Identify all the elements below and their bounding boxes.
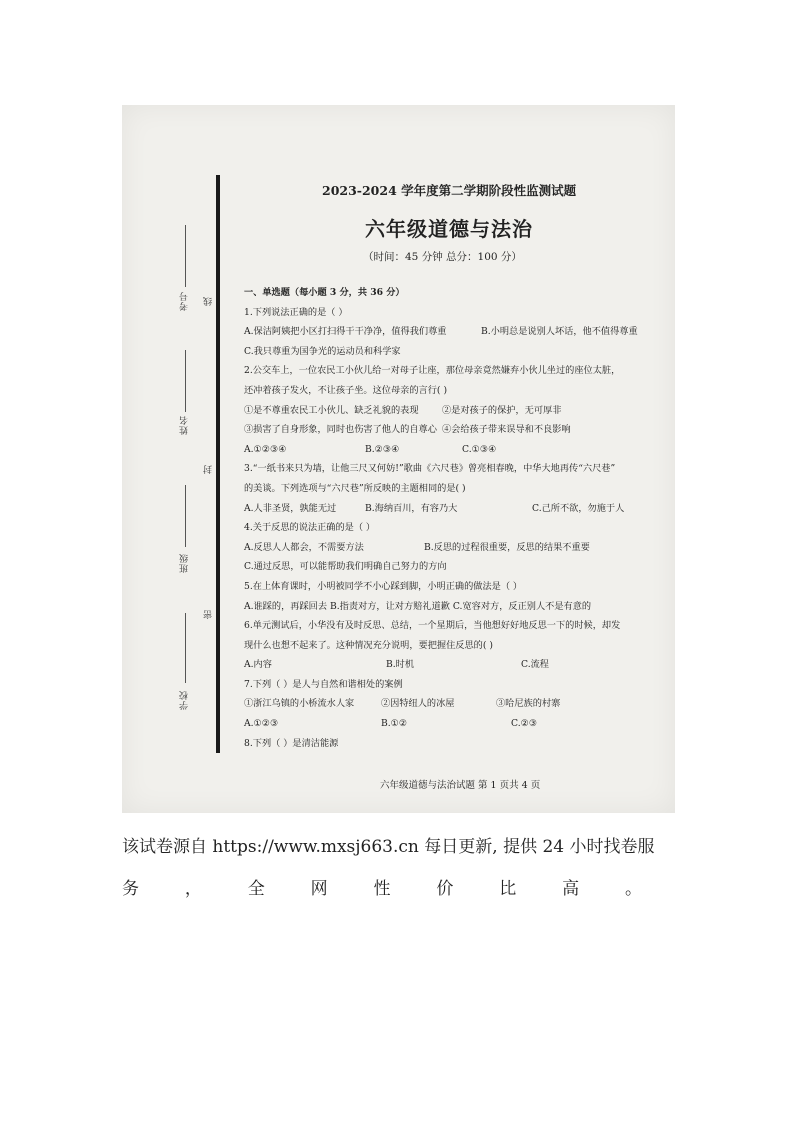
option-c: C.我只尊重为国争光的运动员和科学家 bbox=[244, 345, 401, 357]
option-c: C.流程 bbox=[521, 659, 549, 671]
statement-2: ②是对孩子的保护，无可厚非 bbox=[442, 404, 562, 416]
caption-char: 。 bbox=[625, 879, 642, 899]
question-3-line-1: 3.“一纸书来只为墙，让他三尺又何妨!”歌曲《六尺巷》曾亮相春晚，中华大地再传“六尺巷” bbox=[244, 463, 616, 475]
option-b: B.②③④ bbox=[365, 443, 400, 455]
source-caption-line-1: 该试卷源自 https://www.mxsj663.cn 每日更新, 提供 24 小时找卷服 bbox=[122, 837, 655, 857]
binding-label-xuexiao: 学校 bbox=[180, 690, 190, 710]
option-a: A.内容 bbox=[244, 659, 272, 671]
option-b: B.时机 bbox=[386, 659, 415, 671]
question-3-options bbox=[244, 499, 664, 519]
caption-char: ， bbox=[184, 879, 202, 899]
binding-mark-feng: 封 bbox=[204, 465, 214, 474]
option-c: C.①③④ bbox=[462, 443, 497, 455]
binding-mark-xian: 线 bbox=[204, 297, 214, 306]
exam-subject: 六年级道德与法治 bbox=[365, 217, 533, 241]
question-6-line-1: 6.单元测试后，小华没有及时反思、总结，一个星期后，当他想好好地反思一下的时候，却发 bbox=[244, 620, 621, 632]
page-footer: 六年级道德与法治试题 第 1 页共 4 页 bbox=[380, 780, 541, 791]
option-b: B.海纳百川，有容乃大 bbox=[365, 502, 458, 514]
banji-blank bbox=[185, 485, 186, 547]
binding-label-banji: 班级 bbox=[180, 553, 190, 573]
caption-char: 比 bbox=[499, 879, 517, 899]
option-a: A.①②③④ bbox=[244, 443, 287, 455]
question-1: 1.下列说法正确的是（ ） bbox=[244, 306, 348, 318]
kaohao-blank bbox=[185, 225, 186, 287]
question-2-line-2: 还冲着孩子发火，不让孩子坐。这位母亲的言行( ) bbox=[244, 384, 448, 396]
question-5-options: A.谁踩的，再踩回去 B.指责对方，让对方赔礼道歉 C.宽容对方，反正别人不是有意的 bbox=[244, 600, 592, 612]
question-4-options bbox=[244, 538, 664, 558]
binding-mark-mi: 密 bbox=[204, 610, 214, 619]
statement-3: ③损害了自身形象，同时也伤害了他人的自尊心 bbox=[244, 424, 437, 436]
section-heading: 一、单选题（每小题 3 分，共 36 分） bbox=[244, 287, 405, 298]
caption-char: 性 bbox=[373, 879, 391, 899]
question-list bbox=[244, 283, 664, 753]
option-a: A.保洁阿姨把小区打扫得干干净净，值得我们尊重 bbox=[244, 326, 447, 338]
question-2-statements-2 bbox=[244, 420, 664, 440]
option-c: C.己所不欲，勿施于人 bbox=[532, 502, 625, 514]
option-a: A.人非圣贤，孰能无过 bbox=[244, 502, 337, 514]
question-1-options bbox=[244, 322, 664, 342]
caption-char: 网 bbox=[310, 879, 328, 899]
question-6-options bbox=[244, 655, 664, 675]
caption-char: 全 bbox=[247, 879, 265, 899]
question-2-options bbox=[244, 440, 664, 460]
statement-2: ②因特纽人的冰屋 bbox=[381, 698, 455, 710]
caption-char: 高 bbox=[562, 879, 580, 899]
xuexiao-blank bbox=[185, 613, 186, 683]
option-b: B.①② bbox=[381, 718, 408, 730]
question-3-line-2: 的美谈。下列选项与“六尺巷”所反映的主题相同的是( ) bbox=[244, 482, 466, 494]
option-b: B.小明总是说别人坏话，他不值得尊重 bbox=[481, 326, 638, 338]
question-7: 7.下列（ ）是人与自然和谐相处的案例 bbox=[244, 678, 403, 690]
caption-char: 务 bbox=[122, 879, 139, 899]
option-c: C.②③ bbox=[511, 718, 538, 730]
question-4: 4.关于反思的说法正确的是（ ） bbox=[244, 522, 376, 534]
xingming-blank bbox=[185, 350, 186, 412]
question-2-statements-1 bbox=[244, 401, 664, 421]
binding-line bbox=[216, 175, 220, 753]
source-caption-line-2 bbox=[122, 874, 642, 899]
question-5: 5.在上体育课时，小明被同学不小心踩到脚，小明正确的做法是（ ） bbox=[244, 580, 523, 592]
option-a: A.①②③ bbox=[244, 718, 279, 730]
question-7-options bbox=[244, 714, 664, 734]
binding-label-kaohao: 考号 bbox=[180, 291, 190, 311]
option-b: B.反思的过程很重要，反思的结果不重要 bbox=[424, 541, 590, 553]
statement-1: ①是不尊重农民工小伙儿、缺乏礼貌的表现 bbox=[244, 404, 419, 416]
statement-1: ①浙江乌镇的小桥流水人家 bbox=[244, 698, 355, 710]
exam-title: 2023-2024 学年度第二学期阶段性监测试题 bbox=[322, 183, 577, 198]
question-2-line-1: 2.公交车上，一位农民工小伙儿给一对母子让座，那位母亲竟然嫌弃小伙儿坐过的座位太脏， bbox=[244, 365, 621, 377]
question-8: 8.下列（ ）是清洁能源 bbox=[244, 737, 339, 749]
question-6-line-2: 现什么也想不起来了。这种情况充分说明，要把握住反思的( ) bbox=[244, 639, 493, 651]
binding-label-xingming: 姓名 bbox=[180, 415, 190, 435]
option-a: A.反思人人都会，不需要方法 bbox=[244, 541, 364, 553]
statement-3: ③哈尼族的村寨 bbox=[496, 698, 561, 710]
exam-photo bbox=[122, 105, 675, 813]
question-7-statements bbox=[244, 694, 664, 714]
option-c: C.通过反思，可以能帮助我们明确自己努力的方向 bbox=[244, 561, 447, 573]
caption-char: 价 bbox=[436, 879, 454, 899]
exam-meta: （时间：45 分钟 总分：100 分） bbox=[363, 251, 522, 263]
statement-4: ④会给孩子带来误导和不良影响 bbox=[442, 424, 571, 436]
